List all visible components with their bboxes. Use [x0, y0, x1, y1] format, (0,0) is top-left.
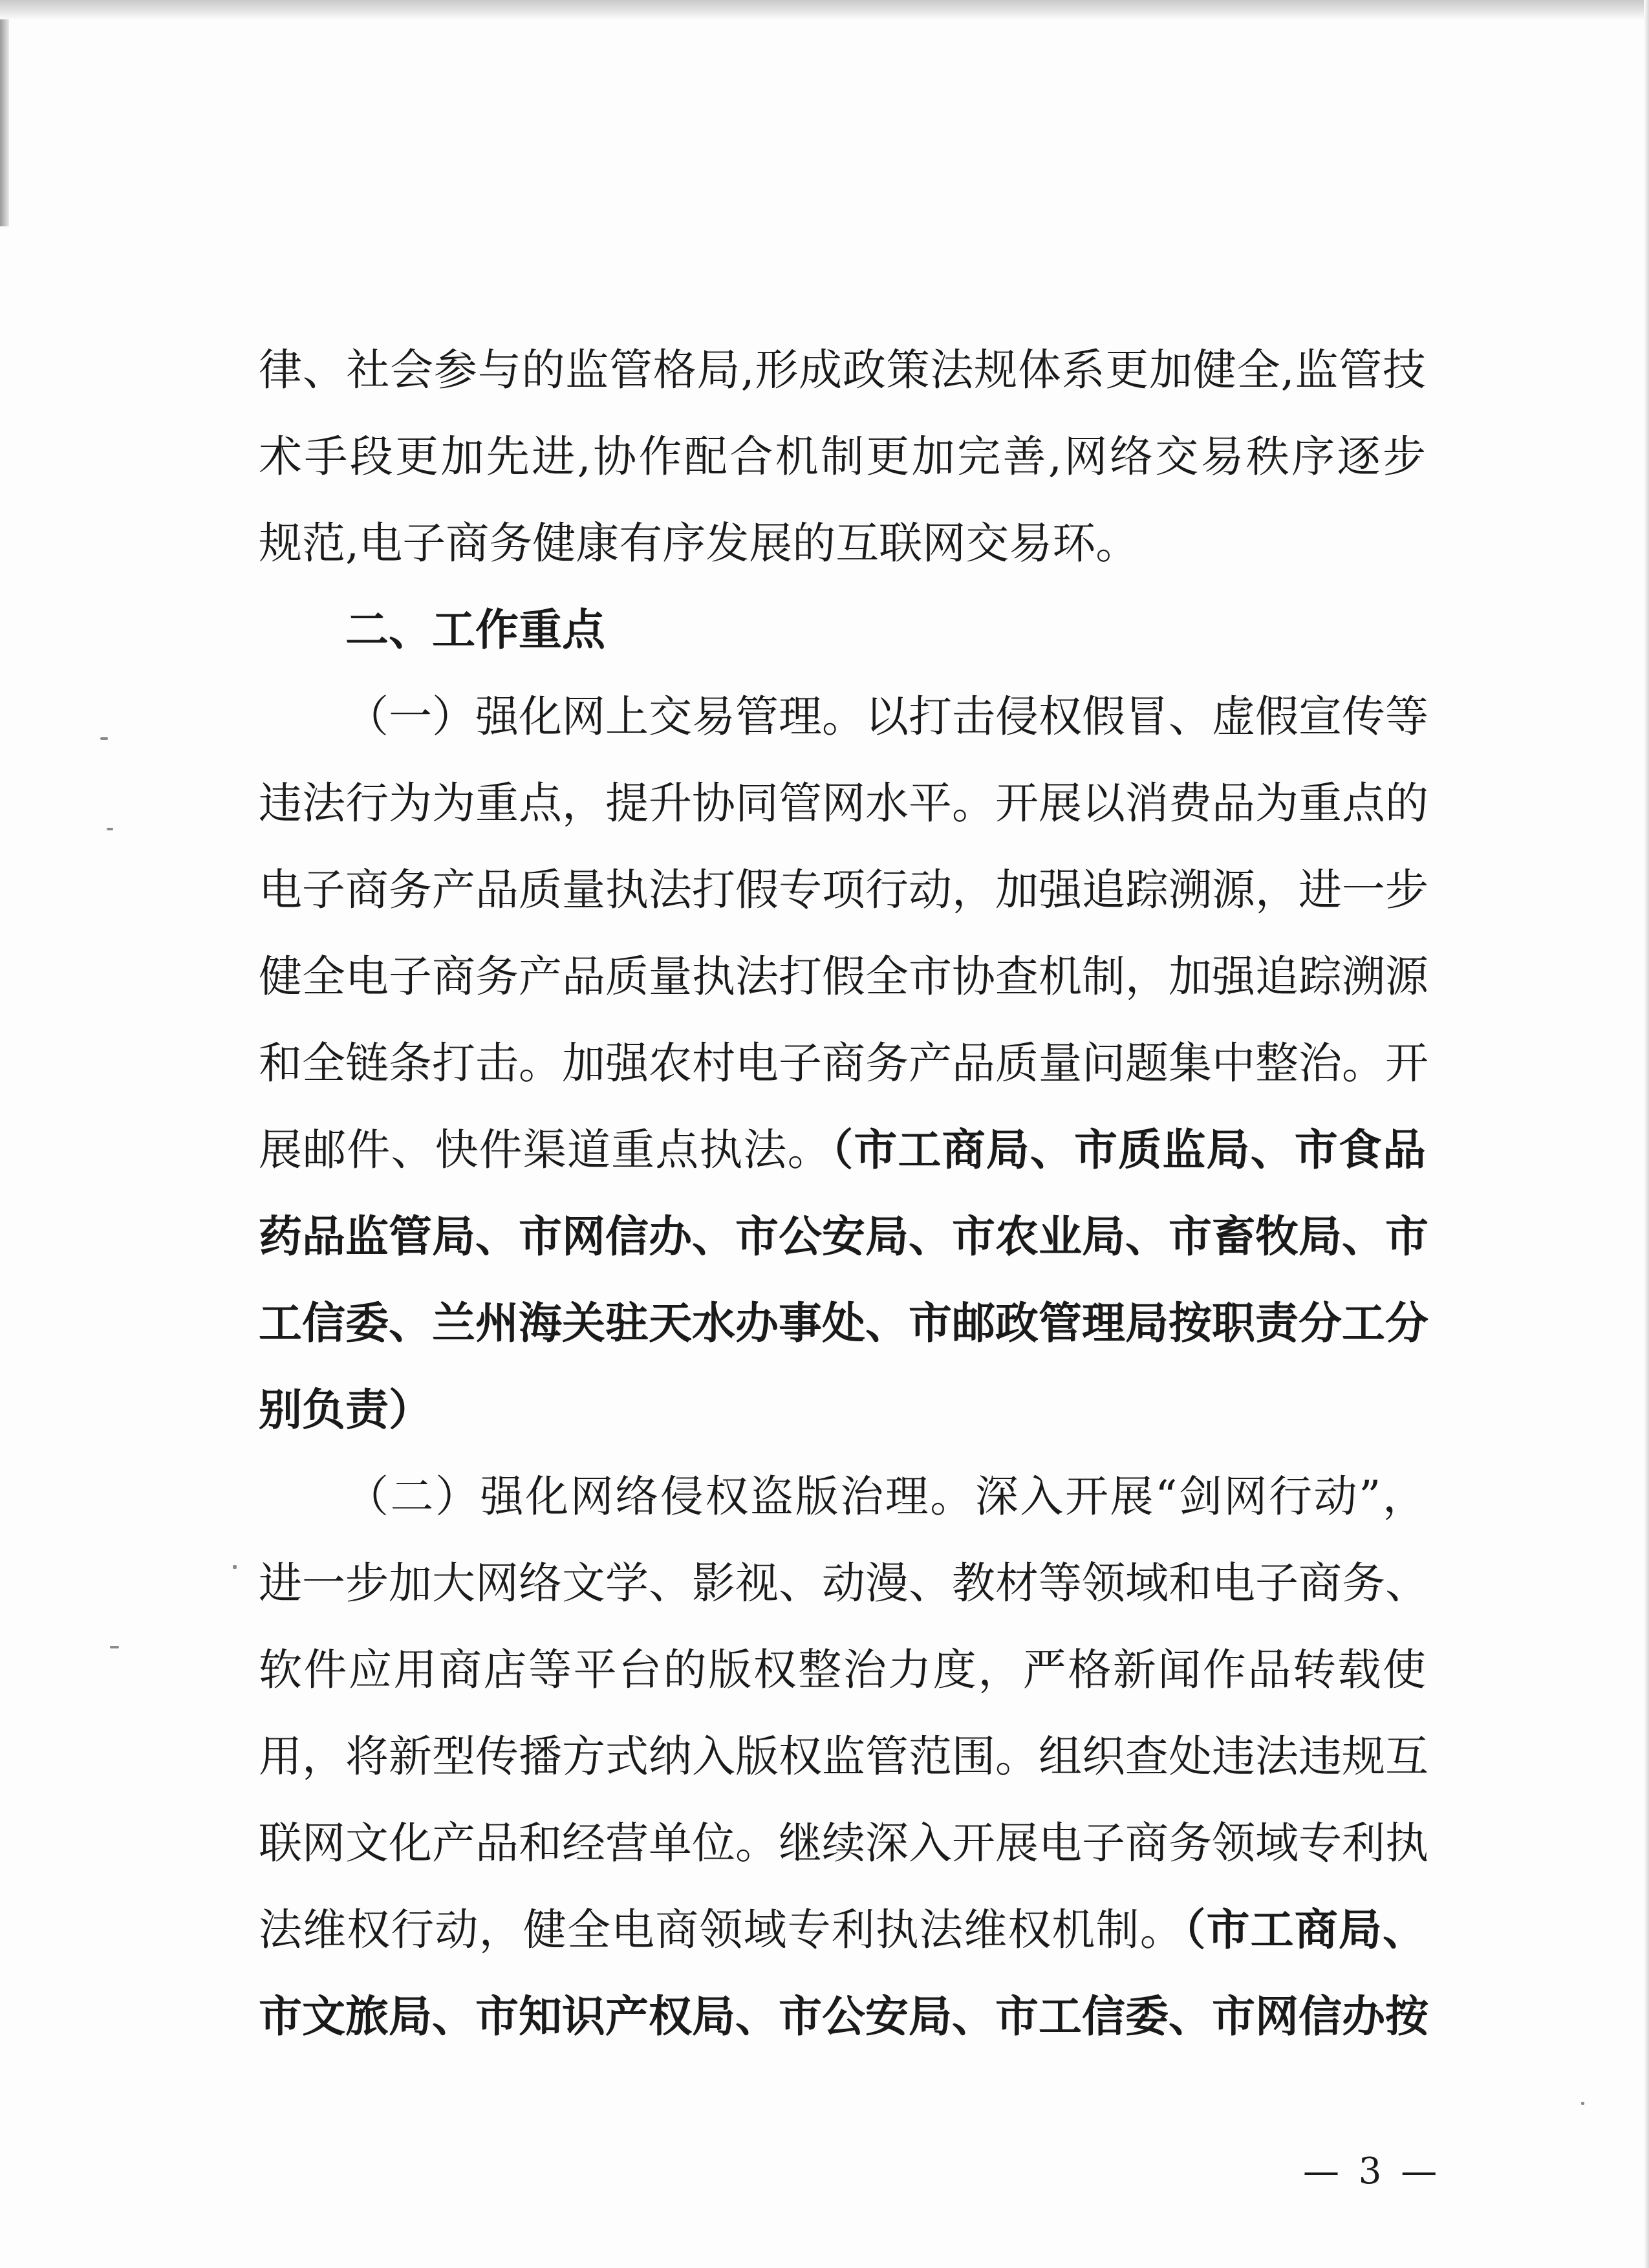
text-line-mixed: [259, 1107, 1426, 1193]
scan-right-shadow: [1644, 0, 1649, 2268]
text-line: 电子商务产品质量执法打假专项行动，加强追踪溯源，进一步: [259, 865, 1428, 915]
text-normal: 法维权行动，健全电商领域专利执法维权机制。: [259, 1905, 1184, 1955]
responsible-units-line: 药品监管局、市网信办、市公安局、市农业局、市畜牧局、市: [259, 1211, 1428, 1262]
text-line: 规范,电子商务健康有序发展的互联网交易环。: [259, 518, 1139, 568]
text-line: 用，将新型传播方式纳入版权监管范围。组织查处违法违规互: [259, 1731, 1428, 1782]
text-line: 健全电子商务产品质量执法打假全市协查机制，加强追踪溯源: [259, 951, 1428, 1002]
text-line: 进一步加大网络文学、影视、动漫、教材等领域和电子商务、: [259, 1558, 1428, 1608]
text-line: 术手段更加先进,协作配合机制更加完善,网络交易秩序逐步: [259, 431, 1426, 482]
item-1-first-line: （一）强化网上交易管理。以打击侵权假冒、虚假宣传等: [345, 691, 1428, 742]
responsible-units-line: 别负责）: [259, 1384, 432, 1435]
scan-speck: [110, 1646, 119, 1648]
item-2-first-line: （二）强化网络侵权盗版治理。深入开展“剑网行动”，: [345, 1471, 1426, 1522]
responsible-units-bold: （市工商局、: [1183, 1904, 1427, 1955]
scan-speck: [1581, 2102, 1584, 2105]
scan-top-border: [0, 0, 1649, 19]
responsible-units-line: 工信委、兰州海关驻天水办事处、市邮政管理局按职责分工分: [259, 1297, 1428, 1348]
scan-speck: [233, 1565, 237, 1569]
responsible-units-line: 市文旅局、市知识产权局、市公安局、市工信委、市网信办按: [259, 1991, 1428, 2042]
scan-left-shadow: [0, 19, 9, 226]
scan-speck: [100, 737, 108, 740]
text-line-mixed: [259, 1886, 1426, 1973]
text-line: 软件应用商店等平台的版权整治力度，严格新闻作品转载使: [259, 1645, 1426, 1695]
text-line: 律、社会参与的监管格局,形成政策法规体系更加健全,监管技: [259, 345, 1426, 395]
text-line: 联网文化产品和经营单位。继续深入开展电子商务领域专利执: [259, 1818, 1428, 1868]
responsible-units-bold: （市工商局、市质监局、市食品: [831, 1124, 1426, 1175]
text-normal: 展邮件、快件渠道重点执法。: [259, 1125, 832, 1175]
section-heading: 二、工作重点: [345, 605, 605, 655]
text-line: 和全链条打击。加强农村电子商务产品质量问题集中整治。开: [259, 1038, 1428, 1088]
body-text: [259, 327, 1426, 2060]
page-number: — 3 —: [1303, 2150, 1441, 2192]
text-line: 违法行为为重点，提升协同管网水平。开展以消费品为重点的: [259, 778, 1428, 828]
scan-speck: [107, 828, 113, 830]
